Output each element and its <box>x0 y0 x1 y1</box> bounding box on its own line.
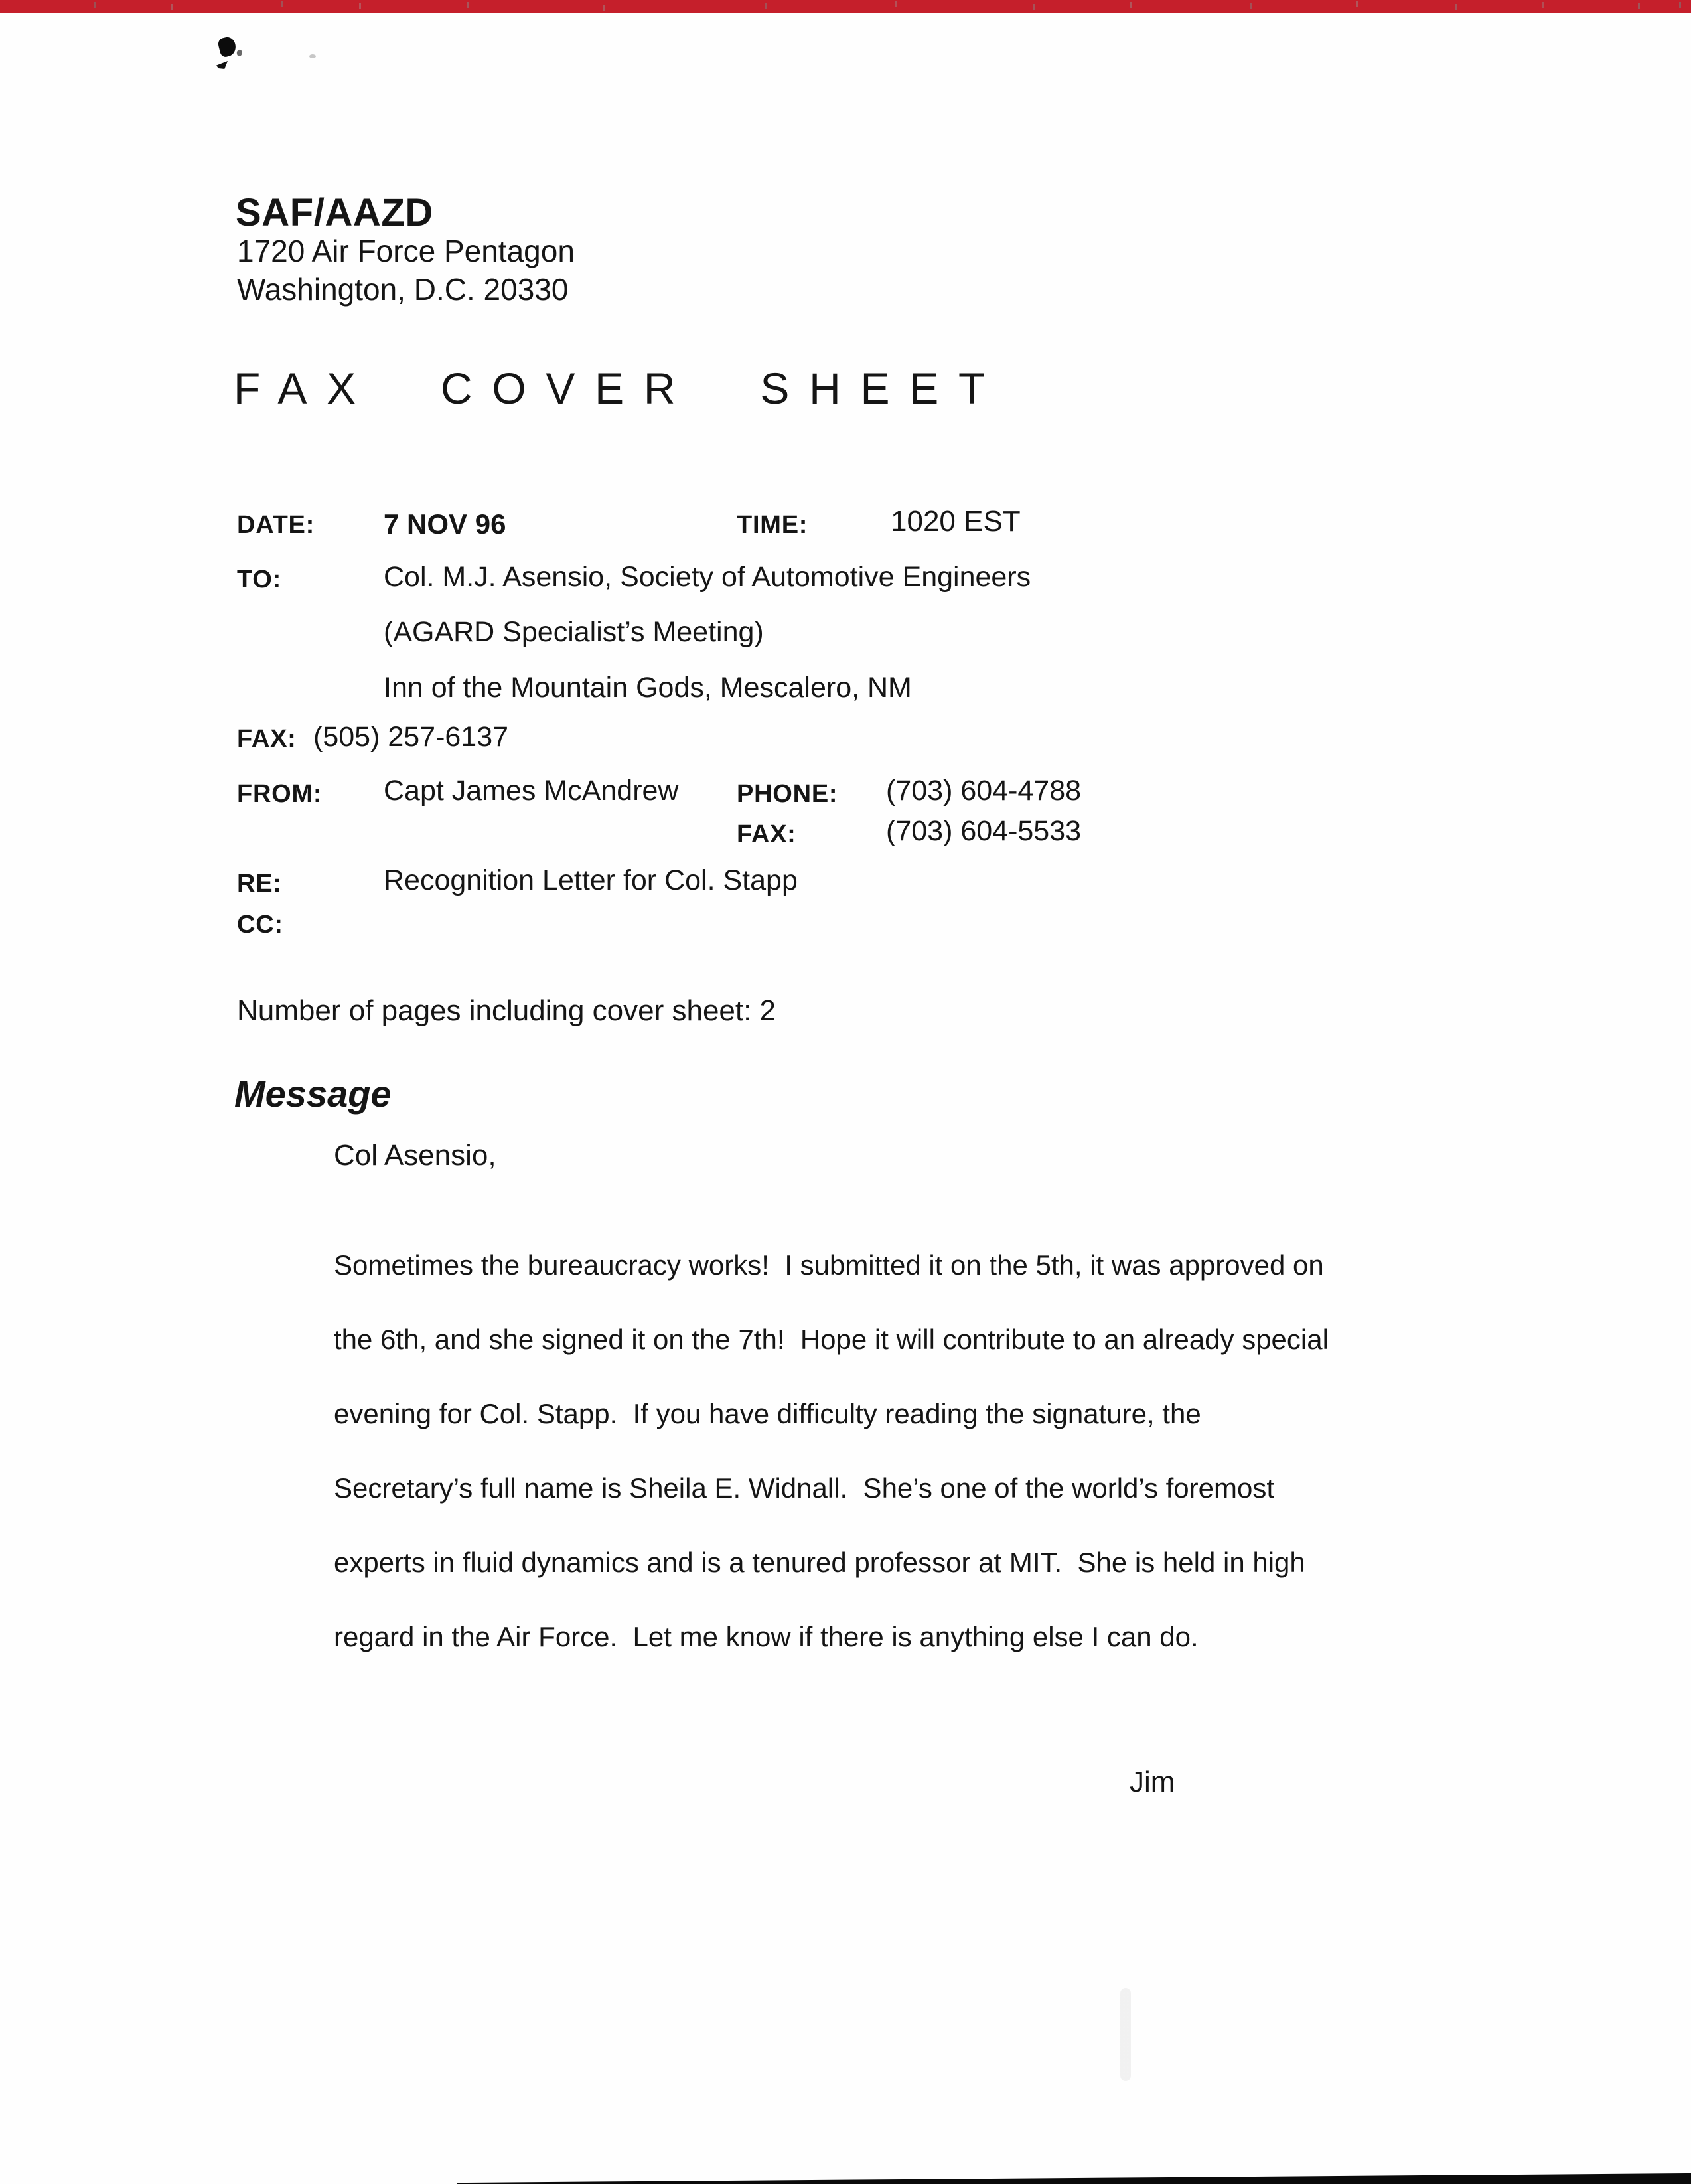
message-line: experts in fluid dynamics and is a tenured professor at MIT. She is held in high <box>334 1547 1305 1578</box>
re-label: RE: <box>237 870 282 897</box>
time-label: TIME: <box>737 511 808 539</box>
pages-note: Number of pages including cover sheet: 2 <box>237 994 776 1027</box>
ink-blot-lower <box>216 61 228 69</box>
message-line: Sometimes the bureaucracy works! I submitted it on the 5th, it was approved on <box>334 1249 1324 1281</box>
sender-org: SAF/AAZD <box>236 191 433 234</box>
message-line: evening for Col. Stapp. If you have difficulty reading the signature, the <box>334 1398 1201 1429</box>
to-label: TO: <box>237 566 282 593</box>
to-recipient-line3: Inn of the Mountain Gods, Mescalero, NM <box>384 672 912 704</box>
cc-label: CC: <box>237 911 283 939</box>
phone-value: (703) 604-4788 <box>886 775 1082 807</box>
bottom-scan-bar <box>457 2173 1691 2184</box>
fax-value: (505) 257-6137 <box>313 721 509 753</box>
fax-label: FAX: <box>237 725 297 753</box>
scan-smudge <box>1120 1988 1131 2081</box>
phone-label: PHONE: <box>737 780 838 808</box>
from-fax-value: (703) 604-5533 <box>886 815 1082 847</box>
message-signature: Jim <box>1130 1766 1175 1798</box>
sender-address-line2: Washington, D.C. 20330 <box>237 272 569 307</box>
from-value: Capt James McAndrew <box>384 775 679 807</box>
to-recipient-line1: Col. M.J. Asensio, Society of Automotive Engineers <box>384 561 1031 593</box>
date-label: DATE: <box>237 511 315 539</box>
ink-blot-upper <box>217 35 238 58</box>
scan-speck <box>309 54 316 58</box>
sender-address-line1: 1720 Air Force Pentagon <box>237 234 575 268</box>
message-line: the 6th, and she signed it on the 7th! Hope it will contribute to an already special <box>334 1324 1329 1355</box>
time-value: 1020 EST <box>891 505 1021 538</box>
message-line: Secretary’s full name is Sheila E. Widnall. She’s one of the world’s foremost <box>334 1472 1275 1504</box>
fax-cover-sheet-title: FAX COVER SHEET <box>234 364 1005 413</box>
re-value: Recognition Letter for Col. Stapp <box>384 864 798 896</box>
from-label: FROM: <box>237 780 323 808</box>
date-value: 7 NOV 96 <box>384 508 506 540</box>
message-salutation: Col Asensio, <box>334 1139 496 1172</box>
top-scan-bar <box>0 0 1691 13</box>
message-heading: Message <box>234 1073 392 1115</box>
message-line: regard in the Air Force. Let me know if there is anything else I can do. <box>334 1621 1199 1652</box>
to-recipient-line2: (AGARD Specialist’s Meeting) <box>384 616 764 648</box>
from-fax-label: FAX: <box>737 820 796 848</box>
scan-noise-specks <box>0 1 2 7</box>
